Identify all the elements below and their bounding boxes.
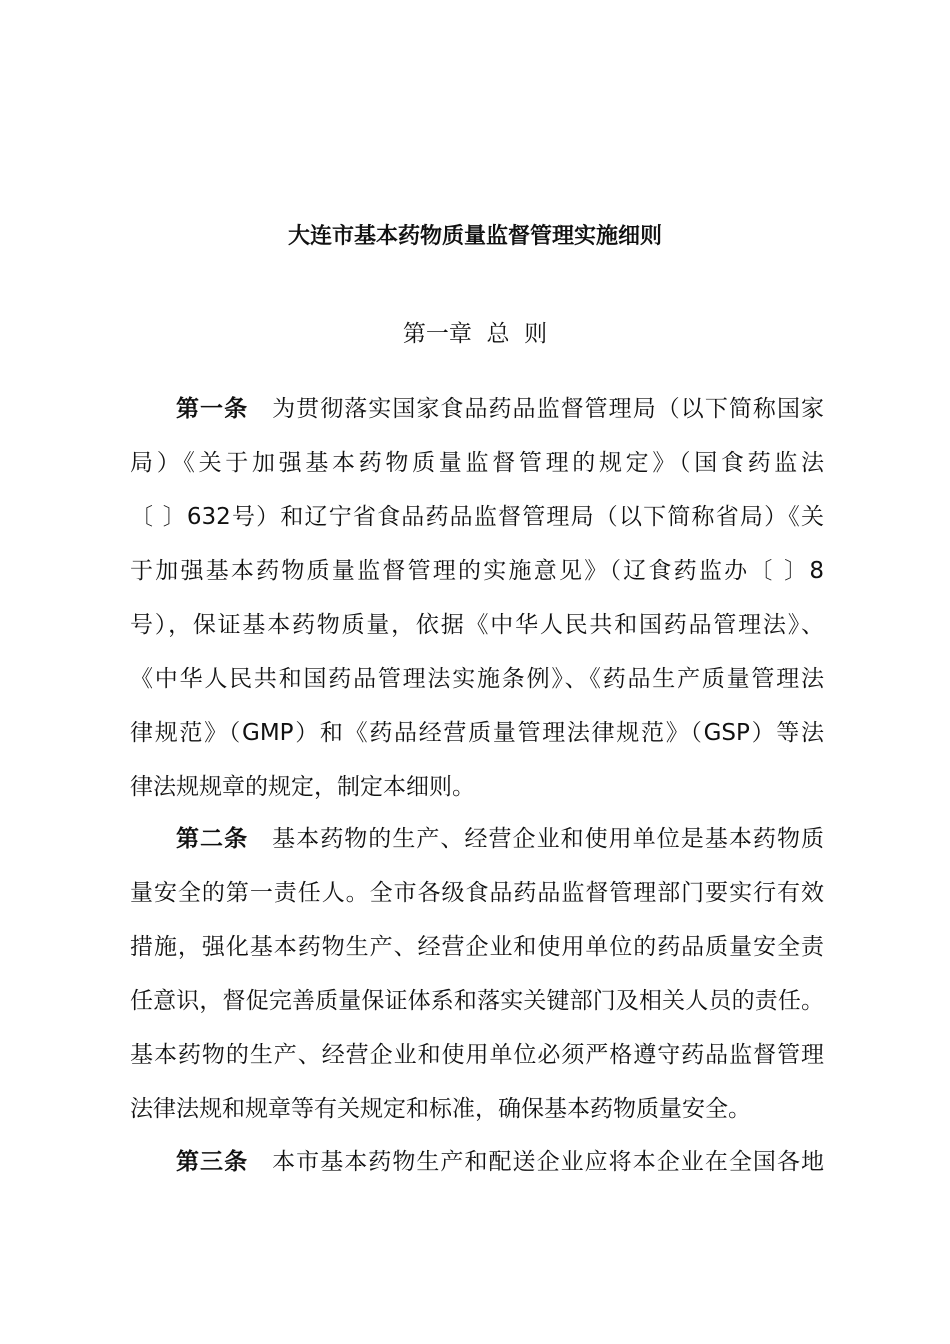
- article-line: 措施，强化基本药物生产、经营企业和使用单位的药品质量安全责: [130, 934, 824, 960]
- article-1: [130, 382, 824, 814]
- article-label: 第二条: [176, 826, 249, 852]
- article-3: [130, 1135, 824, 1189]
- article-line: 法律法规和规章等有关规定和标准，确保基本药物质量安全。: [130, 1096, 751, 1122]
- article-line: 任意识，督促完善质量保证体系和落实关键部门及相关人员的责任。: [130, 988, 824, 1014]
- article-label: 第一条: [176, 396, 249, 422]
- article-text: 本市基本药物生产和配送企业应将本企业在全国各地: [272, 1149, 825, 1175]
- article-text: 基本药物的生产、经营企业和使用单位是基本药物质: [272, 826, 825, 852]
- article-line: 量安全的第一责任人。全市各级食品药品监督管理部门要实行有效: [130, 880, 824, 906]
- article-text: 为贯彻落实国家食品药品监督管理局（以下简称国家: [272, 396, 825, 422]
- article-line: 《中华人民共和国药品管理法实施条例》、《药品生产质量管理法: [130, 666, 824, 692]
- document-title: 大连市基本药物质量监督管理实施细则: [287, 224, 662, 249]
- article-line: 于加强基本药物质量监督管理的实施意见》（辽食药监办〔 〕8: [130, 558, 824, 584]
- article-line: 号），保证基本药物质量，依据《中华人民共和国药品管理法》、: [130, 612, 824, 638]
- article-line: 律法规规章的规定，制定本细则。: [130, 774, 475, 800]
- article-line: 〔 〕632号）和辽宁省食品药品监督管理局（以下简称省局）《关: [130, 504, 824, 530]
- article-line: [130, 382, 824, 436]
- article-2: [130, 812, 824, 1136]
- article-line: [130, 812, 824, 866]
- article-line: 律规范》（GMP）和《药品经营质量管理法律规范》（GSP）等法: [130, 720, 824, 746]
- article-label: 第三条: [176, 1149, 249, 1175]
- article-line: 局）《关于加强基本药物质量监督管理的规定》（国食药监法: [130, 450, 824, 476]
- chapter-heading: 第一章 总 则: [402, 321, 548, 347]
- article-line: 基本药物的生产、经营企业和使用单位必须严格遵守药品监督管理: [130, 1042, 824, 1068]
- article-line: [130, 1135, 824, 1189]
